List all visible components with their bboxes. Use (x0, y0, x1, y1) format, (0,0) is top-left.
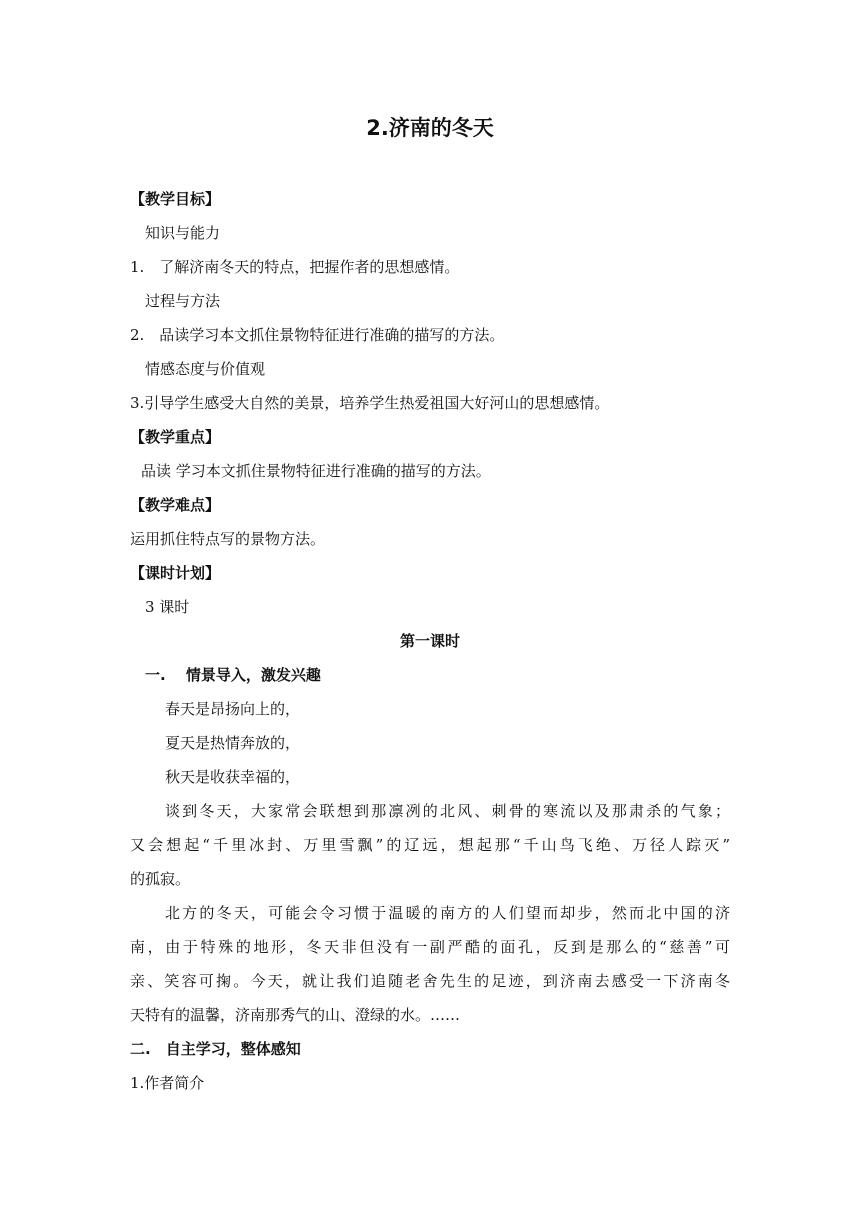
objectives-heading: 【教学目标】 (130, 190, 221, 208)
objective-3: 3.引导学生感受大自然的美景，培养学生热爱祖国大好河山的思想感情。 (130, 394, 610, 412)
author-intro-item: 1.作者简介 (130, 1074, 205, 1092)
paragraph-2-line-4: 天特有的温馨，济南那秀气的山、澄绿的水。…… (130, 1006, 461, 1024)
keypoint-text: 品读 学习本文抓住景物特征进行准确的描写的方法。 (141, 462, 491, 480)
paragraph-2-line-2: 南，由于特殊的地形，冬天非但没有一副严酷的面孔，反到是那么的“慈善”可 (130, 938, 730, 956)
emotion-label: 情感态度与价值观 (145, 360, 266, 378)
section-2-heading: 二. 自主学习，整体感知 (130, 1040, 301, 1058)
objective-2: 2. 品读学习本文抓住景物特征进行准确的描写的方法。 (130, 326, 505, 344)
spring-line: 春天是昂扬向上的， (165, 700, 301, 718)
objective-1: 1. 了解济南冬天的特点，把握作者的思想感情。 (130, 258, 460, 276)
page-title: 2.济南的冬天 (366, 116, 494, 140)
paragraph-1-line-2: 又会想起“千里冰封、万里雪飘”的辽远，想起那“千山鸟飞绝、万径人踪灭” (130, 836, 730, 854)
schedule-text: 3 课时 (145, 598, 190, 616)
difficulty-heading: 【教学难点】 (130, 496, 221, 514)
lesson-1-heading: 第一课时 (399, 632, 460, 650)
difficulty-text: 运用抓住特点写的景物方法。 (130, 530, 326, 548)
paragraph-1-line-3: 的孤寂。 (130, 870, 191, 888)
paragraph-1-line-1: 谈到冬天，大家常会联想到那凛冽的北风、刺骨的寒流以及那肃杀的气象； (165, 802, 730, 820)
knowledge-label: 知识与能力 (145, 224, 221, 242)
summer-line: 夏天是热情奔放的， (165, 734, 301, 752)
paragraph-2-line-3: 亲、笑容可掬。今天，就让我们追随老舍先生的足迹，到济南去感受一下济南冬 (130, 972, 730, 990)
keypoint-heading: 【教学重点】 (130, 428, 221, 446)
process-label: 过程与方法 (145, 292, 221, 310)
section-1-heading: 一. 情景导入，激发兴趣 (145, 666, 321, 684)
autumn-line: 秋天是收获幸福的， (165, 768, 301, 786)
paragraph-2-line-1: 北方的冬天，可能会令习惯于温暖的南方的人们望而却步，然而北中国的济 (165, 904, 730, 922)
schedule-heading: 【课时计划】 (130, 564, 221, 582)
